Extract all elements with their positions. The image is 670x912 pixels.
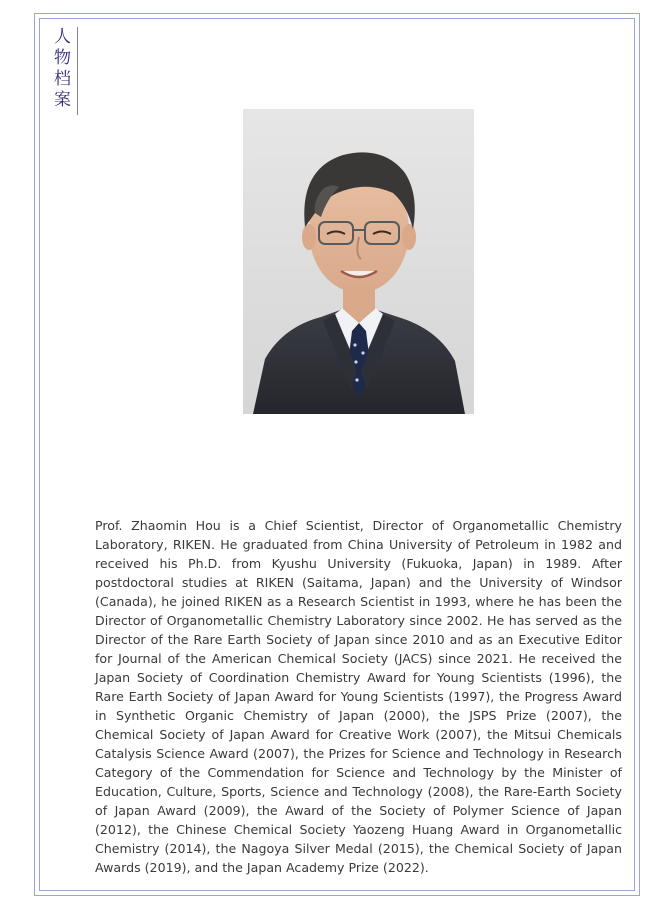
section-title-vertical: [52, 27, 78, 115]
section-title-char-2: 物: [54, 48, 71, 68]
section-title-char-4: 案: [54, 90, 71, 110]
section-title-char-1: 人: [54, 27, 71, 47]
portrait-illustration: [243, 109, 474, 414]
section-title-char-3: 档: [54, 69, 71, 89]
portrait-photo: [243, 109, 474, 414]
biography-paragraph: Prof. Zhaomin Hou is a Chief Scientist, Director of Organometallic Chemistry Laboratory, RIKEN. He graduated from China University of Petroleum in 1982 and received his Ph.D. from Kyushu University (Fukuoka, Japan) in 1989. After postdoctoral studies at RIKEN (Saitama, Japan) and the University of Windsor (Canada), he joined RIKEN as a Research Scientist in 1993, where he has been the Director of Organometallic Chemistry Laboratory since 2002. He has served as the Director of the Rare Earth Society of Japan since 2010 and as an Executive Editor for Journal of the American Chemical Society (JACS) since 2021. He received the Japan Society of Coordination Chemistry Award for Young Scientists (1996), the Rare Earth Society of Japan Award for Young Scientists (1997), the Progress Award in Synthetic Organic Chemistry of Japan (2000), the JSPS Prize (2007), the Chemical Society of Japan Award for Creative Work (2007), the Mitsui Chemicals Catalysis Science Award (2007), the Prizes for Science and Technology in Research Category of the Commendation for Science and Technology by the Minister of Education, Culture, Sports, Science and Technology (2008), the Rare-Earth Society of Japan Award (2009), the Award of the Society of Polymer Science of Japan (2012), the Chinese Chemical Society Yaozeng Huang Award in Organometallic Chemistry (2014), the Nagoya Silver Medal (2015), the Chemical Society of Japan Awards (2019), and the Japan Academy Prize (2022).: [95, 518, 622, 875]
